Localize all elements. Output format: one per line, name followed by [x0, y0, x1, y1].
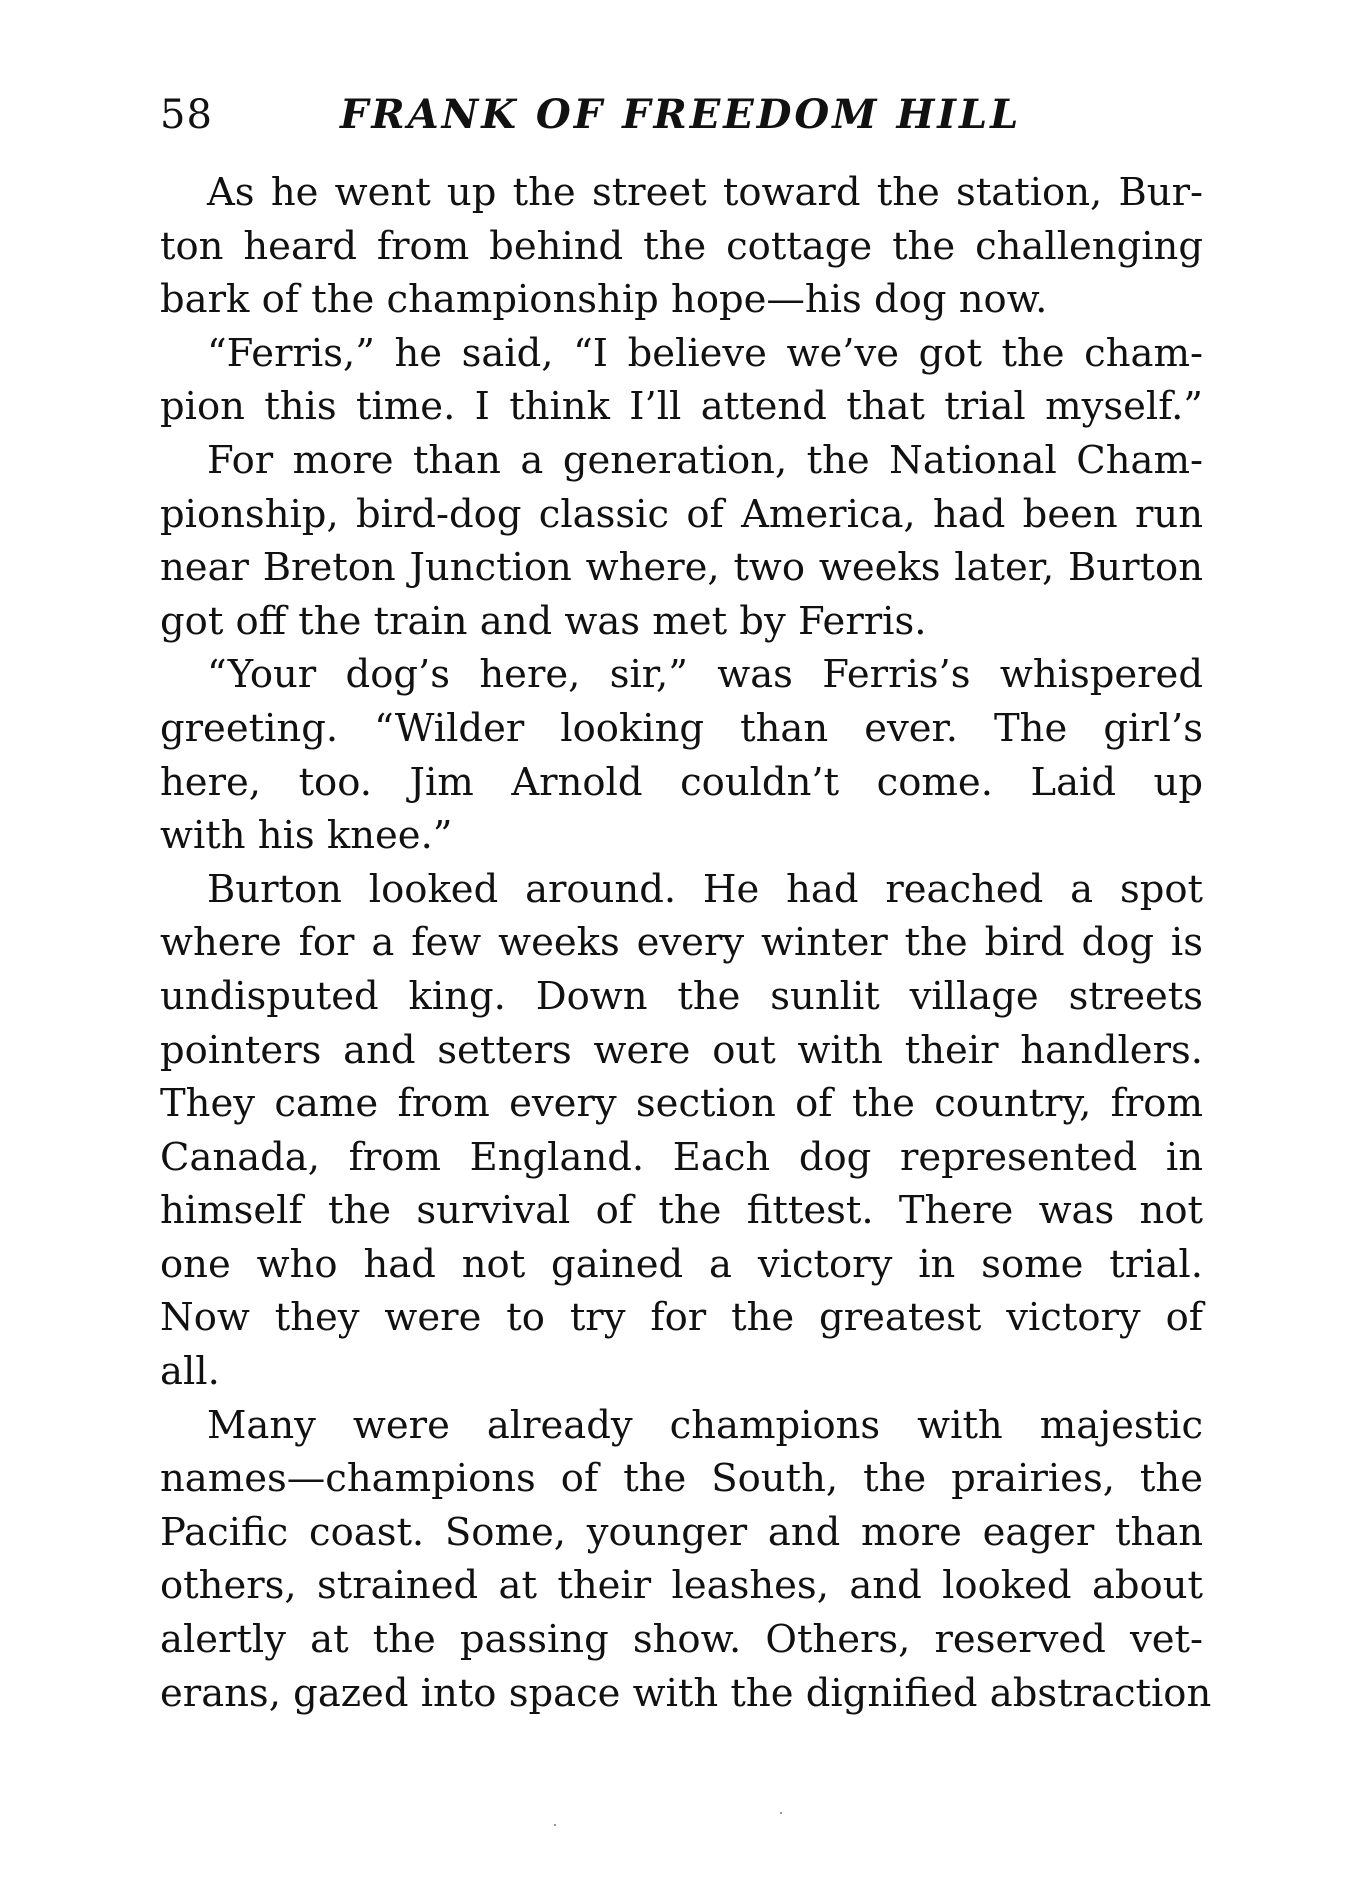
text-line: all.	[160, 1349, 220, 1395]
text-line: For more than a generation, the National Cham-	[207, 437, 1203, 483]
text-line: bark of the championship hope—his dog now.	[160, 277, 1048, 323]
paragraph	[160, 327, 1203, 434]
running-head	[160, 88, 1203, 148]
text-line: pionship, bird-dog classic of America, had been run	[160, 491, 1203, 537]
text-line: Pacific coast. Some, younger and more eager than	[160, 1509, 1203, 1555]
text-line: As he went up the street toward the station, Bur-	[207, 170, 1203, 215]
book-title: FRANK OF FREEDOM HILL	[340, 91, 1022, 138]
paragraph	[160, 166, 1203, 327]
page-number: 58	[160, 92, 213, 138]
text-line: himself the survival of the fittest. There was not	[160, 1188, 1203, 1234]
body-text	[160, 166, 1212, 1720]
text-line: erans, gazed into space with the dignified abstraction	[160, 1670, 1212, 1716]
text-line: here, too. Jim Arnold couldn’t come. Laid up	[160, 759, 1203, 805]
text-line: where for a few weeks every winter the bird dog is	[160, 920, 1203, 966]
scan-speck	[780, 1812, 782, 1814]
text-line: “Ferris,” he said, “I believe we’ve got the cham-	[207, 330, 1203, 376]
text-line: undisputed king. Down the sunlit village streets	[160, 973, 1203, 1019]
paragraph	[160, 434, 1203, 648]
scan-speck	[554, 1824, 556, 1826]
text-line: ton heard from behind the cottage the challenging	[160, 223, 1203, 269]
text-line: Many were already champions with majestic	[207, 1402, 1203, 1448]
text-line: pointers and setters were out with their handlers.	[160, 1027, 1203, 1073]
text-line: one who had not gained a victory in some trial.	[160, 1241, 1203, 1287]
text-line: with his knee.”	[160, 813, 453, 859]
text-line: greeting. “Wilder looking than ever. The girl’s	[160, 705, 1203, 751]
text-line: They came from every section of the country, from	[160, 1081, 1203, 1127]
paragraph	[160, 1399, 1212, 1721]
text-line: alertly at the passing show. Others, reserved vet-	[160, 1617, 1203, 1663]
text-line: Now they were to try for the greatest victory of	[160, 1295, 1203, 1341]
text-line: got off the train and was met by Ferris.	[160, 598, 927, 644]
text-line: Canada, from England. Each dog represented in	[160, 1134, 1203, 1180]
book-page	[160, 88, 1212, 1720]
text-line: names—champions of the South, the prairies, the	[160, 1456, 1203, 1502]
text-line: others, strained at their leashes, and looked about	[160, 1563, 1203, 1609]
text-line: pion this time. I think I’ll attend that trial myself.”	[160, 384, 1203, 430]
text-line: near Breton Junction where, two weeks later, Burton	[160, 545, 1203, 591]
paragraph	[160, 863, 1203, 1399]
text-line: Burton looked around. He had reached a spot	[207, 866, 1203, 912]
paragraph	[160, 648, 1203, 862]
text-line: “Your dog’s here, sir,” was Ferris’s whispered	[207, 652, 1203, 698]
